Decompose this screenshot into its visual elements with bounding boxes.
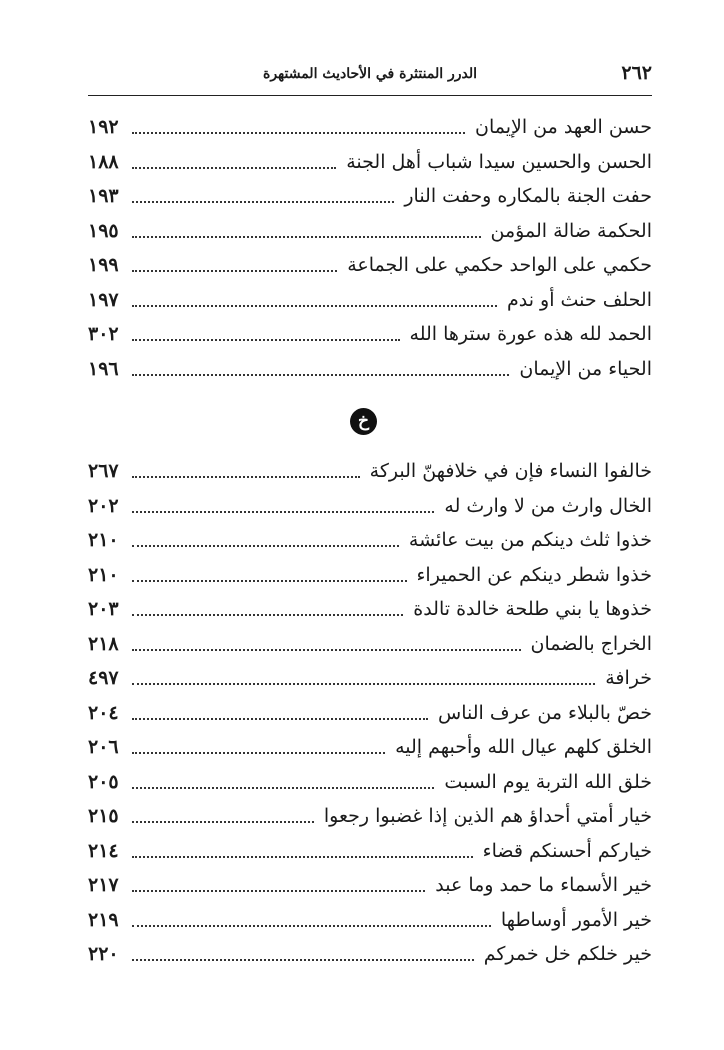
leader-dots xyxy=(132,236,481,238)
entry-page: ٢٢٠ xyxy=(88,943,119,966)
index-entry xyxy=(88,696,652,731)
entry-text: الحكمة ضالة المؤمن xyxy=(490,219,652,242)
entry-text: خير الأمور أوساطها xyxy=(500,908,652,931)
entry-page: ٢١٠ xyxy=(88,529,119,552)
entry-page: ٢٠٥ xyxy=(88,770,119,793)
page-header xyxy=(88,62,652,92)
leader-dots xyxy=(132,752,385,754)
entry-page: ١٨٨ xyxy=(88,150,119,173)
entry-page: ٢١٥ xyxy=(88,805,119,828)
leader-dots xyxy=(132,270,337,272)
entry-text: الحياء من الإيمان xyxy=(519,357,652,380)
entry-text: خذوا ثلث دينكم من بيت عائشة xyxy=(408,529,652,552)
index-entry xyxy=(88,661,652,696)
entry-text: الخال وارث من لا وارث له xyxy=(444,494,652,517)
leader-dots xyxy=(132,925,491,927)
leader-dots xyxy=(132,683,595,685)
leader-dots xyxy=(132,201,394,203)
header-rule xyxy=(88,95,652,96)
entry-page: ٣٠٢ xyxy=(88,323,119,346)
entry-text: خير خلكم خل خمركم xyxy=(483,943,652,966)
entry-page: ٢١٩ xyxy=(88,908,119,931)
index-entry xyxy=(88,214,652,249)
index-entry xyxy=(88,179,652,214)
entry-text: الخلق كلهم عيال الله وأحبهم إليه xyxy=(395,736,652,759)
index-entry xyxy=(88,145,652,180)
index-entry xyxy=(88,868,652,903)
entry-page: ١٩٦ xyxy=(88,357,119,380)
index-entry xyxy=(88,592,652,627)
index-entry xyxy=(88,730,652,765)
leader-dots xyxy=(132,649,521,651)
leader-dots xyxy=(132,511,434,513)
index-entry xyxy=(88,523,652,558)
leader-dots xyxy=(132,821,314,823)
entry-page: ١٩٩ xyxy=(88,254,119,277)
index-entry xyxy=(88,352,652,387)
entry-text: حفت الجنة بالمكاره وحفت النار xyxy=(404,185,652,208)
entry-page: ٢٠٦ xyxy=(88,736,119,759)
entry-page: ٢١٨ xyxy=(88,632,119,655)
entry-page: ٢٠٢ xyxy=(88,494,119,517)
leader-dots xyxy=(132,959,474,961)
entry-text: خلق الله التربة يوم السبت xyxy=(444,770,652,793)
entry-page: ٢٦٧ xyxy=(88,460,119,483)
entry-text: خرافة xyxy=(605,667,652,690)
leader-dots xyxy=(132,718,428,720)
entry-page: ٢٠٣ xyxy=(88,598,119,621)
section-letter-badge: خ xyxy=(350,408,377,435)
entry-text: خالفوا النساء فإن في خلافهنّ البركة xyxy=(369,460,652,483)
leader-dots xyxy=(132,580,407,582)
page-number: ٢٦٢ xyxy=(621,62,652,84)
index-entry xyxy=(88,765,652,800)
entry-text: الحمد لله هذه عورة سترها الله xyxy=(409,323,652,346)
entry-page: ١٩٧ xyxy=(88,288,119,311)
leader-dots xyxy=(132,167,336,169)
entry-page: ١٩٢ xyxy=(88,116,119,139)
entry-text: خذوا شطر دينكم عن الحميراء xyxy=(416,563,652,586)
index-entry xyxy=(88,799,652,834)
running-title: الدرر المنتثرة في الأحاديث المشتهرة xyxy=(262,66,477,82)
leader-dots xyxy=(132,614,403,616)
entry-text: الحلف حنث أو ندم xyxy=(506,288,652,311)
entry-page: ٢٠٤ xyxy=(88,701,119,724)
index-entry xyxy=(88,834,652,869)
index-entry xyxy=(88,489,652,524)
entry-page: ١٩٣ xyxy=(88,185,119,208)
entry-text: خيار أمتي أحداؤ هم الذين إذا غضبوا رجعوا xyxy=(323,805,652,828)
leader-dots xyxy=(132,545,399,547)
entry-text: خذوها يا بني طلحة خالدة تالدة xyxy=(413,598,652,621)
entry-text: خياركم أحسنكم قضاء xyxy=(482,839,652,862)
leader-dots xyxy=(132,856,473,858)
index-list-ha xyxy=(88,110,652,386)
index-entry xyxy=(88,283,652,318)
index-entry xyxy=(88,454,652,489)
leader-dots xyxy=(132,305,497,307)
entry-page: ٢١٤ xyxy=(88,839,119,862)
entry-page: ٢١٠ xyxy=(88,563,119,586)
index-entry xyxy=(88,248,652,283)
entry-text: خير الأسماء ما حمد وما عبد xyxy=(435,874,652,897)
entry-text: حكمي على الواحد حكمي على الجماعة xyxy=(347,254,652,277)
entry-text: الخراج بالضمان xyxy=(530,632,652,655)
leader-dots xyxy=(132,476,360,478)
index-entry xyxy=(88,627,652,662)
index-entry xyxy=(88,558,652,593)
index-list-kha xyxy=(88,454,652,972)
index-entry xyxy=(88,937,652,972)
entry-text: حسن العهد من الإيمان xyxy=(474,116,652,139)
entry-page: ٤٩٧ xyxy=(88,667,119,690)
leader-dots xyxy=(132,890,425,892)
entry-text: الحسن والحسين سيدا شباب أهل الجنة xyxy=(346,150,652,173)
index-entry xyxy=(88,903,652,938)
leader-dots xyxy=(132,132,465,134)
leader-dots xyxy=(132,374,509,376)
leader-dots xyxy=(132,787,434,789)
entry-page: ٢١٧ xyxy=(88,874,119,897)
index-entry xyxy=(88,110,652,145)
entry-text: خصّ بالبلاء من عرف الناس xyxy=(438,701,652,724)
leader-dots xyxy=(132,339,400,341)
index-entry xyxy=(88,317,652,352)
entry-page: ١٩٥ xyxy=(88,219,119,242)
